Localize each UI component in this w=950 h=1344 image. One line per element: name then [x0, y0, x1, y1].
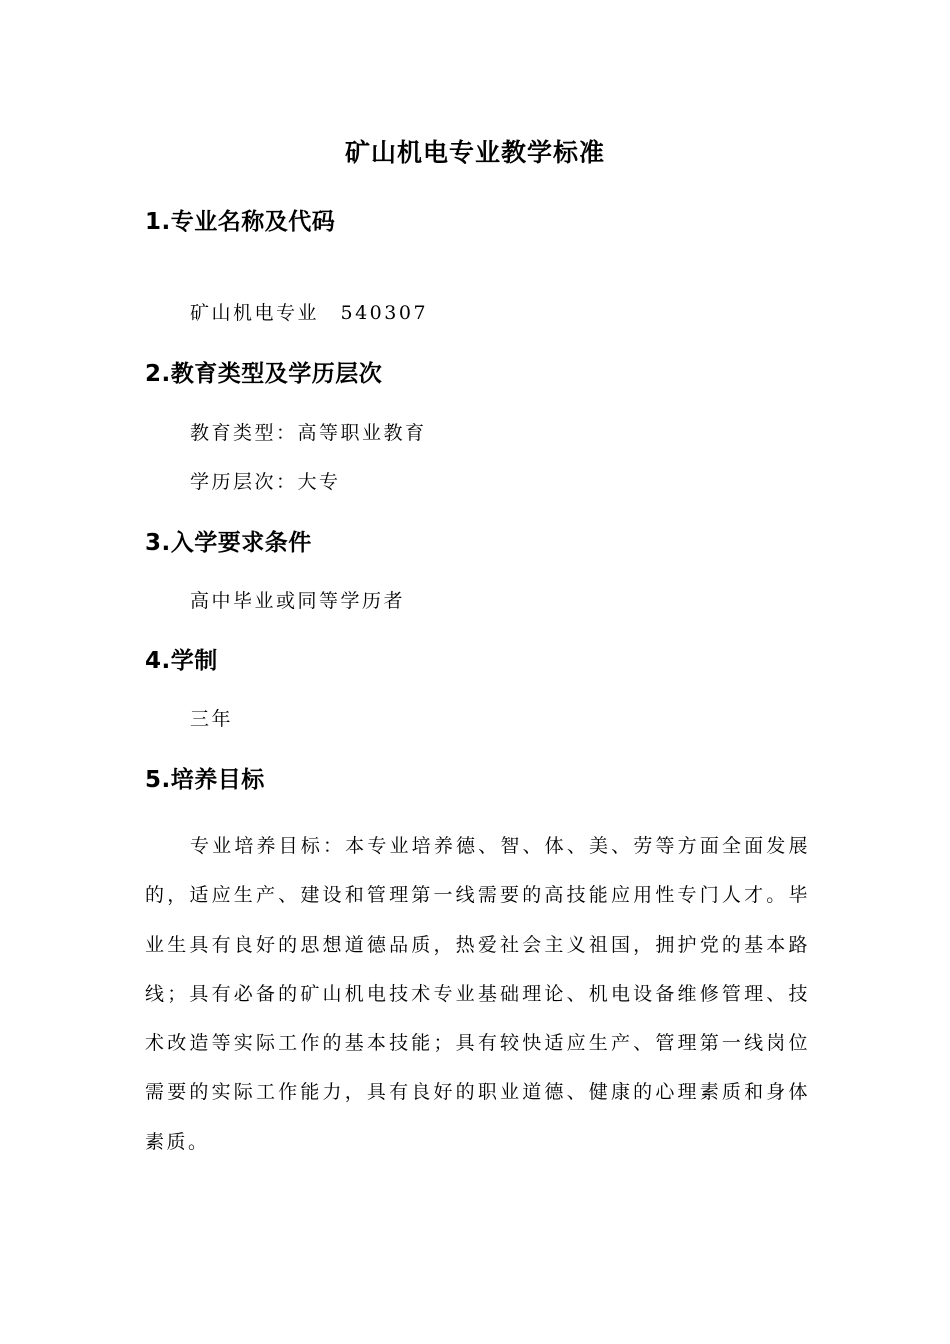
section-heading-duration: 4.学制 [145, 648, 218, 674]
section-heading-education-type: 2.教育类型及学历层次 [145, 361, 383, 387]
training-goal-paragraph: 专业培养目标：本专业培养德、智、体、美、劳等方面全面发展的，适应生产、建设和管理第一线需要的高技能应用性专门人才。毕业生具有良好的思想道德品质，热爱社会主义祖国，拥护党的基本路线；具有必备的矿山机电技术专业基础理论、机电设备维修管理、技术改造等实际工作的基本技能；具有较快适应生产、管理第一线岗位需要的实际工作能力，具有良好的职业道德、健康的心理素质和身体素质。 [145, 835, 810, 1153]
admission-requirement-text: 高中毕业或同等学历者 [190, 590, 406, 612]
section-heading-training-goal: 5.培养目标 [145, 767, 265, 793]
section-heading-name-code: 1.专业名称及代码 [145, 209, 336, 235]
major-name-code-text: 矿山机电专业 540307 [190, 302, 429, 324]
education-level-text: 学历层次：大专 [190, 471, 341, 493]
document-title: 矿山机电专业教学标准 [344, 138, 605, 167]
duration-text: 三年 [190, 708, 234, 730]
section-heading-admission: 3.入学要求条件 [145, 530, 312, 556]
education-type-text: 教育类型：高等职业教育 [190, 422, 427, 444]
